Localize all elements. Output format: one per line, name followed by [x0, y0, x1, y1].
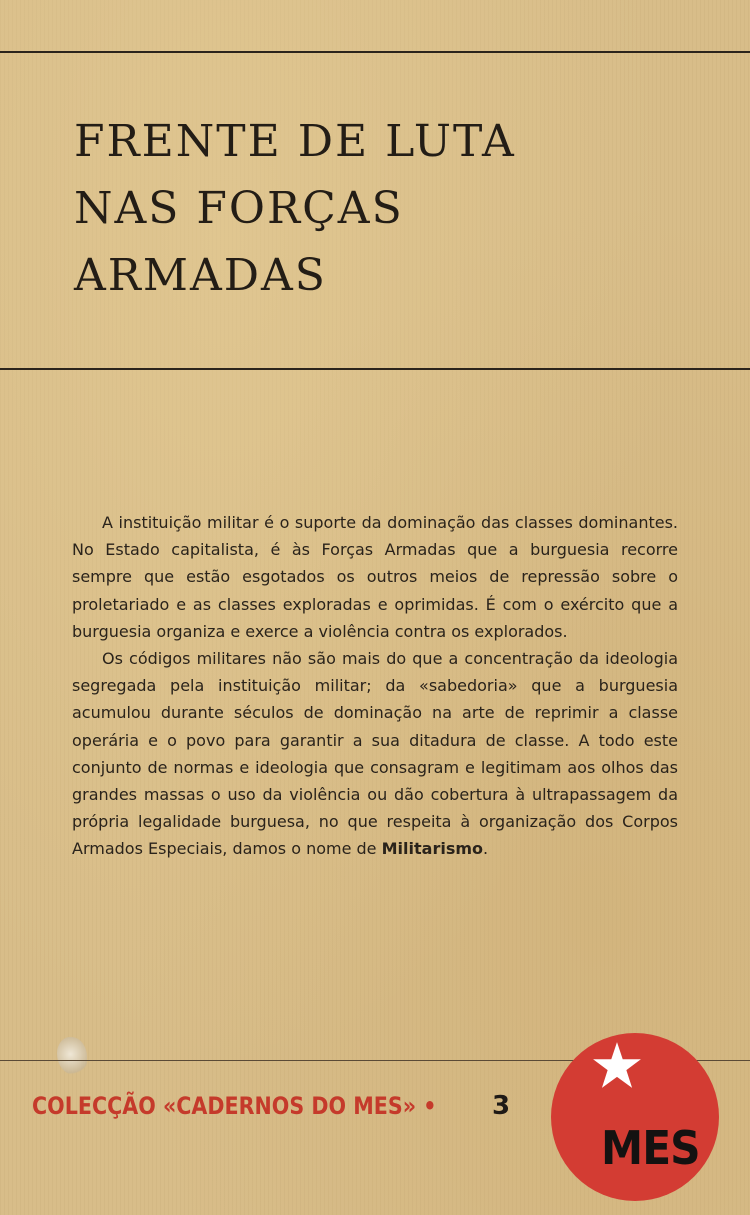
title-line: ARMADAS [74, 250, 327, 301]
paragraph: A instituição militar é o suporte da dominação das classes dominantes. No Estado capitalista, é às Forças Armadas que a burguesia recorre sempre que estão esgotados os outros meios de repressão sobre o proletariado e as classes exploradas e oprimidas. É com o exército que a burguesia organiza e exerce a violência contra os explorados. [72, 513, 678, 641]
logo-text: MES [601, 1121, 700, 1175]
paper-tear-mark [57, 1037, 87, 1075]
series-number: 3 [492, 1091, 511, 1121]
page-title [74, 108, 694, 309]
emphasis-term: Militarismo [381, 839, 484, 859]
paragraph [72, 645, 678, 863]
middle-rule [0, 368, 750, 370]
closing-punctuation: . [483, 839, 489, 859]
title-line: NAS FORÇAS [74, 183, 404, 234]
star-icon [591, 1040, 643, 1092]
top-rule [0, 51, 750, 53]
series-label: COLECÇÃO «CADERNOS DO MES» • [32, 1092, 437, 1120]
paragraph-text: Os códigos militares não são mais do que a concentração da ideologia segregada pela instituição militar; da «sabedoria» que a burguesia acumulou durante séculos de dominação na arte de reprimir a classe operária e o povo para garantir a sua ditadura de classe. A todo este conjunto de normas e ideologia que consagram e legitimam aos olhos das grandes massas o uso da violência ou dão cobertura à ultrapassagem da própria legalidade burguesa, no que respeita à organização dos Corpos Armados Especiais, damos o nome de [72, 649, 678, 859]
introduction-text [72, 509, 678, 863]
title-line: FRENTE DE LUTA [74, 116, 516, 167]
